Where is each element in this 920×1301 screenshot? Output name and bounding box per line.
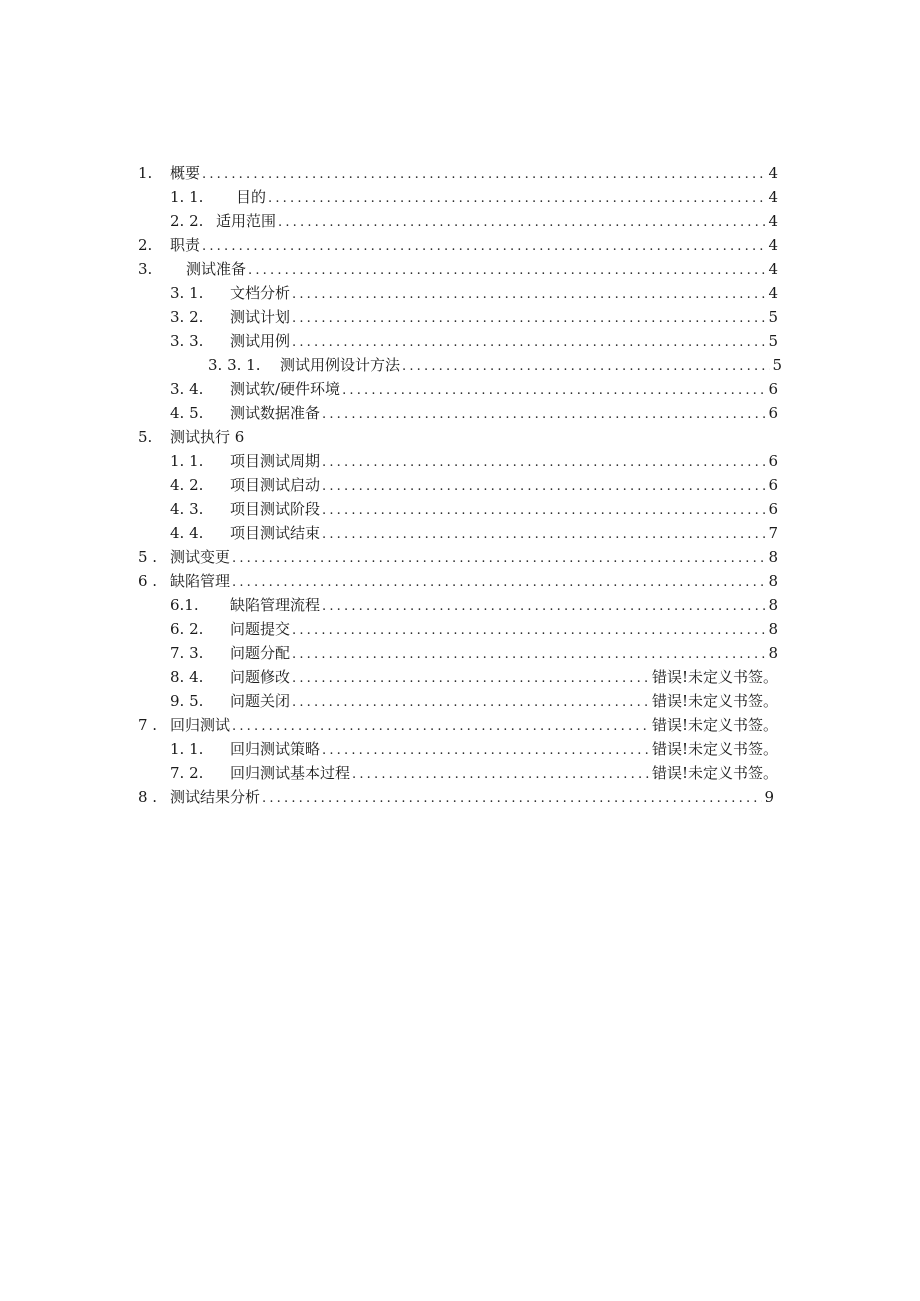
toc-entry-title: 概要 — [170, 164, 201, 182]
toc-entry-page-number: 6 — [768, 404, 778, 422]
toc-entry-number: 7. 3. — [170, 644, 204, 662]
toc-entry-number: 8 . — [138, 788, 158, 806]
toc-entry[interactable] — [170, 305, 778, 329]
toc-entry[interactable] — [138, 713, 778, 737]
toc-entry-title: 回归测试 — [170, 716, 231, 734]
toc-dot-leader — [278, 211, 766, 235]
toc-dot-leader — [292, 691, 650, 715]
toc-dot-leader — [322, 499, 766, 523]
toc-entry-number: 3. 4. — [170, 380, 204, 398]
toc-entry-page-number: 9 — [764, 788, 774, 806]
toc-dot-leader — [322, 451, 766, 475]
toc-entry-title: 回归测试策略 — [230, 740, 321, 758]
toc-entry-number: 8. 4. — [170, 668, 204, 686]
toc-dot-leader — [262, 787, 762, 811]
toc-entry-page-number: 4 — [768, 212, 778, 230]
toc-dot-leader — [292, 307, 766, 331]
toc-entry-page-number: 6 — [768, 476, 778, 494]
toc-entry-title: 测试结果分析 — [170, 788, 261, 806]
toc-entry-number: 3. 1. — [170, 284, 204, 302]
toc-entry-number: 2. — [138, 236, 153, 254]
toc-dot-leader — [352, 763, 650, 787]
toc-entry-title: 回归测试基本过程 — [230, 764, 351, 782]
toc-entry[interactable] — [170, 377, 778, 401]
toc-entry-number: 1. 1. — [170, 188, 204, 206]
toc-entry[interactable] — [138, 785, 774, 809]
toc-entry[interactable] — [170, 209, 778, 233]
toc-entry-page-number: 6 — [768, 500, 778, 518]
toc-entry[interactable] — [170, 281, 778, 305]
toc-entry-number: 1. 1. — [170, 740, 204, 758]
toc-entry-title: 测试软/硬件环境 — [230, 380, 341, 398]
toc-entry-page-number: 4 — [768, 236, 778, 254]
toc-entry[interactable] — [138, 161, 778, 185]
toc-entry-number: 4. 5. — [170, 404, 204, 422]
toc-dot-leader — [248, 259, 766, 283]
toc-entry-title: 文档分析 — [230, 284, 291, 302]
toc-entry[interactable] — [170, 665, 778, 689]
toc-entry-title: 测试用例设计方法 — [280, 356, 401, 374]
toc-entry[interactable] — [170, 449, 778, 473]
toc-entry-page-number: 错误!未定义书签。 — [651, 692, 778, 710]
toc-entry-number: 4. 4. — [170, 524, 204, 542]
toc-entry-page-number: 7 — [768, 524, 778, 542]
toc-entry-page-number: 错误!未定义书签。 — [651, 668, 778, 686]
toc-entry-number: 7 . — [138, 716, 158, 734]
toc-dot-leader — [402, 355, 770, 379]
toc-entry-page-number: 5 — [768, 308, 778, 326]
toc-dot-leader — [292, 331, 766, 355]
toc-entry-page-number: 5 — [772, 356, 782, 374]
toc-entry-page-number: 6 — [768, 452, 778, 470]
toc-dot-leader — [268, 187, 766, 211]
toc-entry[interactable] — [170, 689, 778, 713]
toc-entry-page-number: 4 — [768, 284, 778, 302]
toc-entry-title: 问题提交 — [230, 620, 291, 638]
toc-entry-title: 测试执行 6 — [170, 428, 245, 446]
toc-dot-leader — [202, 163, 766, 187]
toc-entry-page-number: 4 — [768, 260, 778, 278]
toc-entry-number: 5. — [138, 428, 153, 446]
toc-entry-title: 缺陷管理 — [170, 572, 231, 590]
toc-dot-leader — [292, 643, 766, 667]
toc-dot-leader — [322, 523, 766, 547]
toc-entry[interactable] — [170, 593, 778, 617]
toc-entry-number: 9. 5. — [170, 692, 204, 710]
toc-entry-page-number: 4 — [768, 188, 778, 206]
toc-entry-number: 4. 3. — [170, 500, 204, 518]
toc-entry-number: 6. 2. — [170, 620, 204, 638]
toc-entry-page-number: 6 — [768, 380, 778, 398]
toc-entry-title: 测试变更 — [170, 548, 231, 566]
toc-entry-page-number: 8 — [768, 596, 778, 614]
toc-dot-leader — [292, 283, 766, 307]
toc-entry-title: 测试用例 — [230, 332, 291, 350]
toc-entry[interactable] — [138, 545, 778, 569]
toc-dot-leader — [232, 547, 766, 571]
toc-entry[interactable] — [138, 569, 778, 593]
toc-entry-page-number: 错误!未定义书签。 — [651, 716, 778, 734]
toc-dot-leader — [322, 475, 766, 499]
toc-entry-number: 3. 2. — [170, 308, 204, 326]
toc-dot-leader — [232, 715, 650, 739]
toc-entry-title: 问题修改 — [230, 668, 291, 686]
toc-entry[interactable] — [170, 473, 778, 497]
toc-entry-page-number: 错误!未定义书签。 — [651, 764, 778, 782]
toc-entry[interactable] — [170, 329, 778, 353]
toc-entry-number: 7. 2. — [170, 764, 204, 782]
toc-entry-title: 缺陷管理流程 — [230, 596, 321, 614]
toc-entry[interactable] — [170, 737, 778, 761]
toc-entry[interactable] — [170, 521, 778, 545]
toc-entry-number: 6.1. — [170, 596, 199, 614]
toc-entry-number: 1. 1. — [170, 452, 204, 470]
toc-entry-number: 6 . — [138, 572, 158, 590]
toc-entry-page-number: 8 — [768, 644, 778, 662]
toc-dot-leader — [342, 379, 766, 403]
toc-entry[interactable] — [138, 257, 778, 281]
toc-entry-page-number: 8 — [768, 620, 778, 638]
toc-entry-page-number: 错误!未定义书签。 — [651, 740, 778, 758]
toc-entry[interactable] — [170, 617, 778, 641]
toc-entry[interactable] — [170, 497, 778, 521]
toc-entry-title: 项目测试阶段 — [230, 500, 321, 518]
toc-entry-number: 3. 3. 1. — [208, 356, 261, 374]
toc-entry-title: 适用范围 — [216, 212, 277, 230]
toc-dot-leader — [322, 403, 766, 427]
toc-entry-page-number: 8 — [768, 572, 778, 590]
toc-entry-number: 5 . — [138, 548, 158, 566]
toc-entry[interactable] — [170, 761, 778, 785]
toc-entry[interactable] — [138, 233, 778, 257]
toc-dot-leader — [202, 235, 766, 259]
toc-entry-title: 测试计划 — [230, 308, 291, 326]
toc-entry[interactable] — [170, 401, 778, 425]
toc-dot-leader — [292, 619, 766, 643]
toc-dot-leader — [292, 667, 650, 691]
toc-entry[interactable] — [170, 185, 778, 209]
toc-entry-page-number: 5 — [768, 332, 778, 350]
toc-entry-page-number: 4 — [768, 164, 778, 182]
toc-entry-number: 3. 3. — [170, 332, 204, 350]
toc-entry-title: 测试准备 — [186, 260, 247, 278]
toc-entry-title: 项目测试结束 — [230, 524, 321, 542]
toc-entry-title: 项目测试启动 — [230, 476, 321, 494]
toc-entry-title: 目的 — [236, 188, 267, 206]
toc-entry-title: 测试数据准备 — [230, 404, 321, 422]
toc-dot-leader — [322, 595, 766, 619]
toc-entry[interactable] — [170, 641, 778, 665]
toc-dot-leader — [232, 571, 766, 595]
toc-entry-number: 1. — [138, 164, 153, 182]
toc-entry-number: 2. 2. — [170, 212, 204, 230]
toc-entry-title: 问题关闭 — [230, 692, 291, 710]
toc-entry[interactable] — [138, 425, 778, 449]
toc-entry[interactable] — [208, 353, 782, 377]
toc-entry-number: 3. — [138, 260, 153, 278]
toc-entry-page-number: 8 — [768, 548, 778, 566]
toc-entry-title: 职责 — [170, 236, 201, 254]
toc-entry-title: 问题分配 — [230, 644, 291, 662]
toc-entry-number: 4. 2. — [170, 476, 204, 494]
toc-dot-leader — [322, 739, 650, 763]
toc-entry-title: 项目测试周期 — [230, 452, 321, 470]
